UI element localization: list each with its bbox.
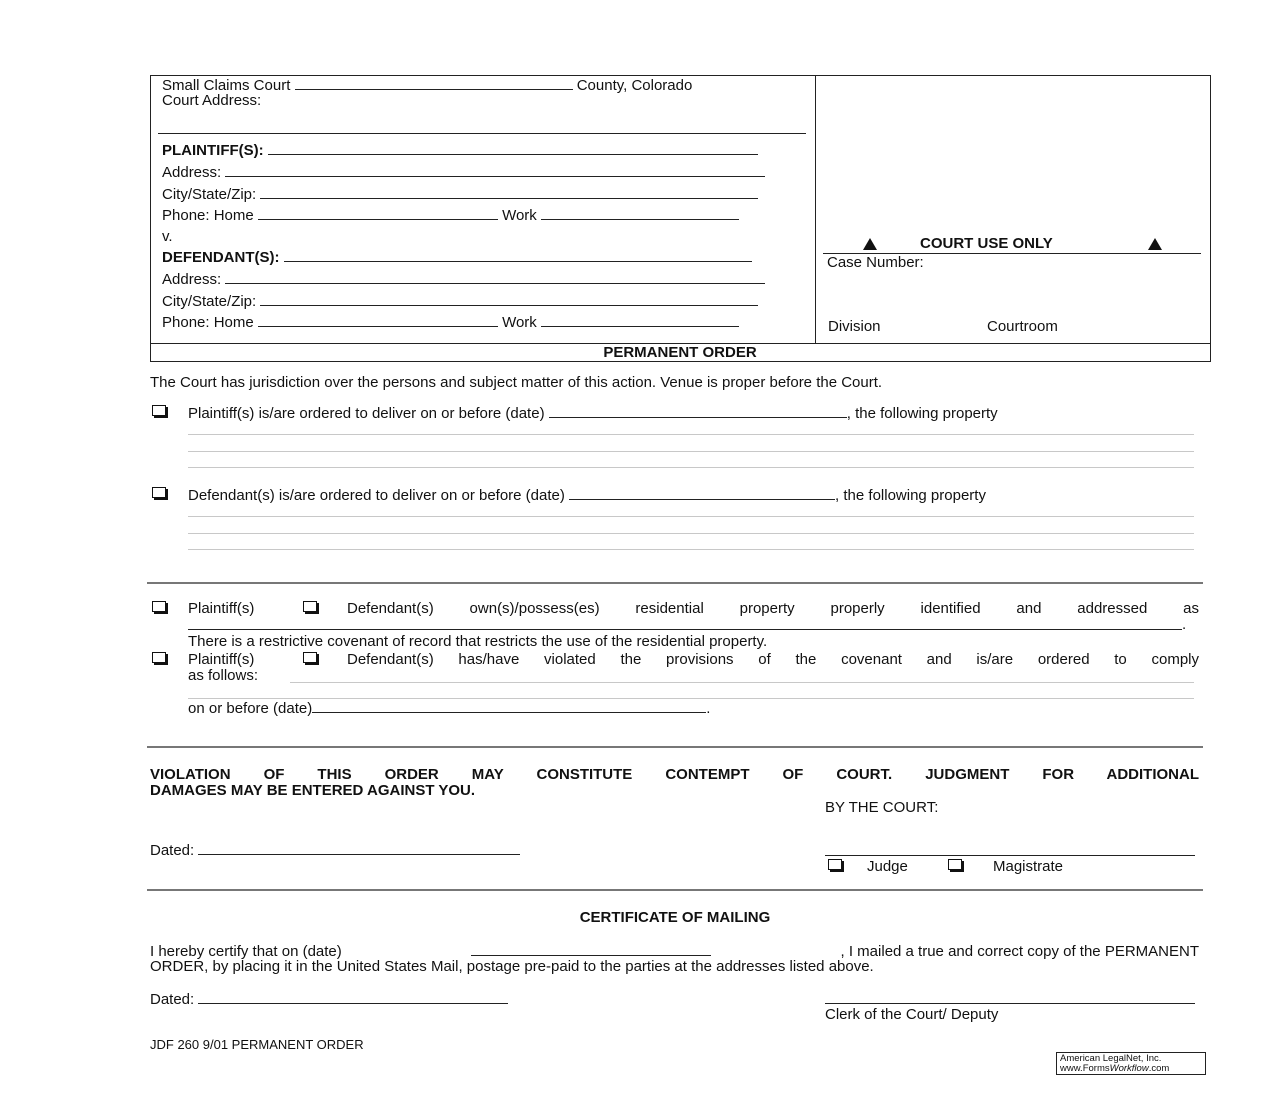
- certificate-dated-field[interactable]: [198, 990, 508, 1004]
- defendant-name-field[interactable]: [284, 248, 752, 262]
- order-dated-label: Dated:: [150, 842, 195, 859]
- publisher-url-part: Workflow: [1109, 1063, 1149, 1074]
- court-address-field[interactable]: [158, 133, 806, 134]
- defendant-phone-label: Phone: Home: [162, 314, 254, 331]
- as-follows-label: as follows:: [188, 667, 259, 684]
- section-divider: [147, 889, 1203, 891]
- section-divider: [147, 746, 1203, 748]
- certificate-dated-label: Dated:: [150, 991, 195, 1008]
- on-or-before-label: on or before (date): [188, 700, 313, 717]
- defendant-address-line: [162, 270, 765, 288]
- defendant-property-line[interactable]: [188, 549, 1194, 550]
- defendant-city-label: City/State/Zip:: [162, 293, 257, 310]
- plaintiff-phone-label: Phone: Home: [162, 207, 254, 224]
- covenant-violated-text: Defendant(s) has/have violated the provisions of the covenant and is/are ordered to comply: [347, 651, 1199, 668]
- residential-plaintiff-label: Plaintiff(s): [188, 600, 255, 617]
- form-id: JDF 260 9/01 PERMANENT ORDER: [150, 1037, 364, 1052]
- plaintiff-line: [162, 141, 758, 159]
- county-field[interactable]: [295, 76, 573, 90]
- plaintiff-city-line: [162, 185, 758, 203]
- court-use-title: COURT USE ONLY: [920, 235, 1053, 252]
- defendant-work-phone-field[interactable]: [541, 313, 739, 327]
- covenant-plaintiff-label: Plaintiff(s): [188, 651, 255, 668]
- certificate-date-field[interactable]: [471, 942, 711, 956]
- defendant-address-label: Address:: [162, 271, 222, 288]
- defendant-property-line[interactable]: [188, 533, 1194, 534]
- judge-signature-field[interactable]: [825, 855, 1195, 856]
- by-the-court-label: BY THE COURT:: [825, 799, 939, 816]
- plaintiff-address-field[interactable]: [225, 163, 765, 177]
- warning-line-1: VIOLATION OF THIS ORDER MAY CONSTITUTE CONTEMPT OF COURT. JUDGMENT FOR ADDITIONAL: [150, 766, 1199, 783]
- publisher-url[interactable]: [1060, 1064, 1205, 1074]
- defendant-address-field[interactable]: [225, 270, 765, 284]
- defendant-work-label: Work: [502, 314, 537, 331]
- plaintiff-property-line[interactable]: [188, 467, 1194, 468]
- publisher-url-part: www.Forms: [1060, 1063, 1110, 1074]
- plaintiff-work-label: Work: [502, 207, 537, 224]
- plaintiff-name-field[interactable]: [268, 141, 758, 155]
- defendant-deliver-date-field[interactable]: [569, 486, 835, 500]
- publisher-url-part: .com: [1148, 1063, 1170, 1074]
- certificate-title: CERTIFICATE OF MAILING: [579, 909, 771, 926]
- defendant-deliver-checkbox[interactable]: [152, 487, 166, 498]
- residential-plaintiff-checkbox[interactable]: [152, 601, 166, 612]
- plaintiff-phone-line: [162, 206, 739, 224]
- plaintiff-city-field[interactable]: [260, 185, 758, 199]
- certificate-dated-line: [150, 990, 508, 1008]
- plaintiff-address-label: Address:: [162, 164, 222, 181]
- defendant-deliver-text: Defendant(s) is/are ordered to deliver on or before (date): [188, 487, 565, 504]
- defendant-city-field[interactable]: [260, 292, 758, 306]
- clerk-label: Clerk of the Court/ Deputy: [825, 1006, 999, 1023]
- on-or-before-line: on or before (date) .: [188, 700, 711, 717]
- publisher-box: [1056, 1052, 1206, 1075]
- court-address-label: Court Address:: [162, 92, 262, 109]
- judge-checkbox[interactable]: [828, 859, 842, 870]
- judge-label: Judge: [867, 858, 908, 875]
- certificate-line-2: ORDER, by placing it in the United States Mail, postage pre-paid to the parties at the addresses listed above.: [150, 958, 874, 975]
- plaintiff-deliver-date-field[interactable]: [549, 404, 847, 418]
- defendant-deliver-line: [188, 486, 986, 504]
- division-label: Division: [828, 318, 881, 335]
- order-title: PERMANENT ORDER: [603, 344, 757, 361]
- order-dated-line: [150, 841, 520, 859]
- plaintiff-deliver-text: Plaintiff(s) is/are ordered to deliver on or before (date): [188, 405, 545, 422]
- residential-defendant-checkbox[interactable]: [303, 601, 317, 612]
- plaintiff-label: PLAINTIFF(S):: [162, 142, 264, 159]
- defendant-city-line: [162, 292, 758, 310]
- case-number-label: Case Number:: [827, 254, 924, 271]
- defendant-home-phone-field[interactable]: [258, 313, 498, 327]
- court-prefix: Small Claims Court: [162, 77, 291, 94]
- clerk-signature-field[interactable]: [825, 1003, 1195, 1004]
- publisher-name: American LegalNet, Inc.: [1060, 1053, 1162, 1064]
- magistrate-label: Magistrate: [993, 858, 1064, 875]
- comply-date-field[interactable]: [312, 699, 706, 713]
- plaintiff-city-label: City/State/Zip:: [162, 186, 257, 203]
- certificate-line-1-suffix: , I mailed a true and correct copy of the PERMANENT: [840, 943, 1199, 960]
- plaintiff-deliver-checkbox[interactable]: [152, 405, 166, 416]
- plaintiff-work-phone-field[interactable]: [541, 206, 739, 220]
- covenant-text: There is a restrictive covenant of record that restricts the use of the residential property.: [188, 633, 768, 650]
- defendant-property-line[interactable]: [188, 516, 1194, 517]
- order-dated-field[interactable]: [198, 841, 520, 855]
- defendant-deliver-suffix: , the following property: [835, 487, 986, 504]
- residential-address-field[interactable]: [188, 629, 1182, 630]
- plaintiff-home-phone-field[interactable]: [258, 206, 498, 220]
- triangle-up-icon: [863, 238, 877, 250]
- comply-line[interactable]: [290, 682, 1194, 683]
- covenant-defendant-checkbox[interactable]: [303, 652, 317, 663]
- triangle-up-icon: [1148, 238, 1162, 250]
- residential-owns-text: Defendant(s) own(s)/possess(es) residential property properly identified and addressed as: [347, 600, 1199, 617]
- plaintiff-deliver-line: [188, 404, 998, 422]
- court-suffix: County, Colorado: [576, 77, 693, 94]
- certificate-date-label: I hereby certify that on (date): [150, 943, 342, 960]
- jurisdiction-text: The Court has jurisdiction over the persons and subject matter of this action. Venue is proper before the Court.: [150, 374, 883, 391]
- plaintiff-property-line[interactable]: [188, 451, 1194, 452]
- plaintiff-property-line[interactable]: [188, 434, 1194, 435]
- covenant-plaintiff-checkbox[interactable]: [152, 652, 166, 663]
- courtroom-label: Courtroom: [987, 318, 1058, 335]
- warning-line-2: DAMAGES MAY BE ENTERED AGAINST YOU.: [150, 782, 476, 799]
- magistrate-checkbox[interactable]: [948, 859, 962, 870]
- defendant-phone-line: [162, 313, 739, 331]
- plaintiff-address-line: [162, 163, 765, 181]
- plaintiff-deliver-suffix: , the following property: [846, 405, 998, 422]
- versus-label: v.: [162, 228, 173, 245]
- caption-divider: [815, 75, 816, 343]
- defendant-line: [162, 248, 752, 266]
- section-divider: [147, 582, 1203, 584]
- period-mark: .: [1182, 616, 1187, 633]
- defendant-label: DEFENDANT(S):: [162, 249, 280, 266]
